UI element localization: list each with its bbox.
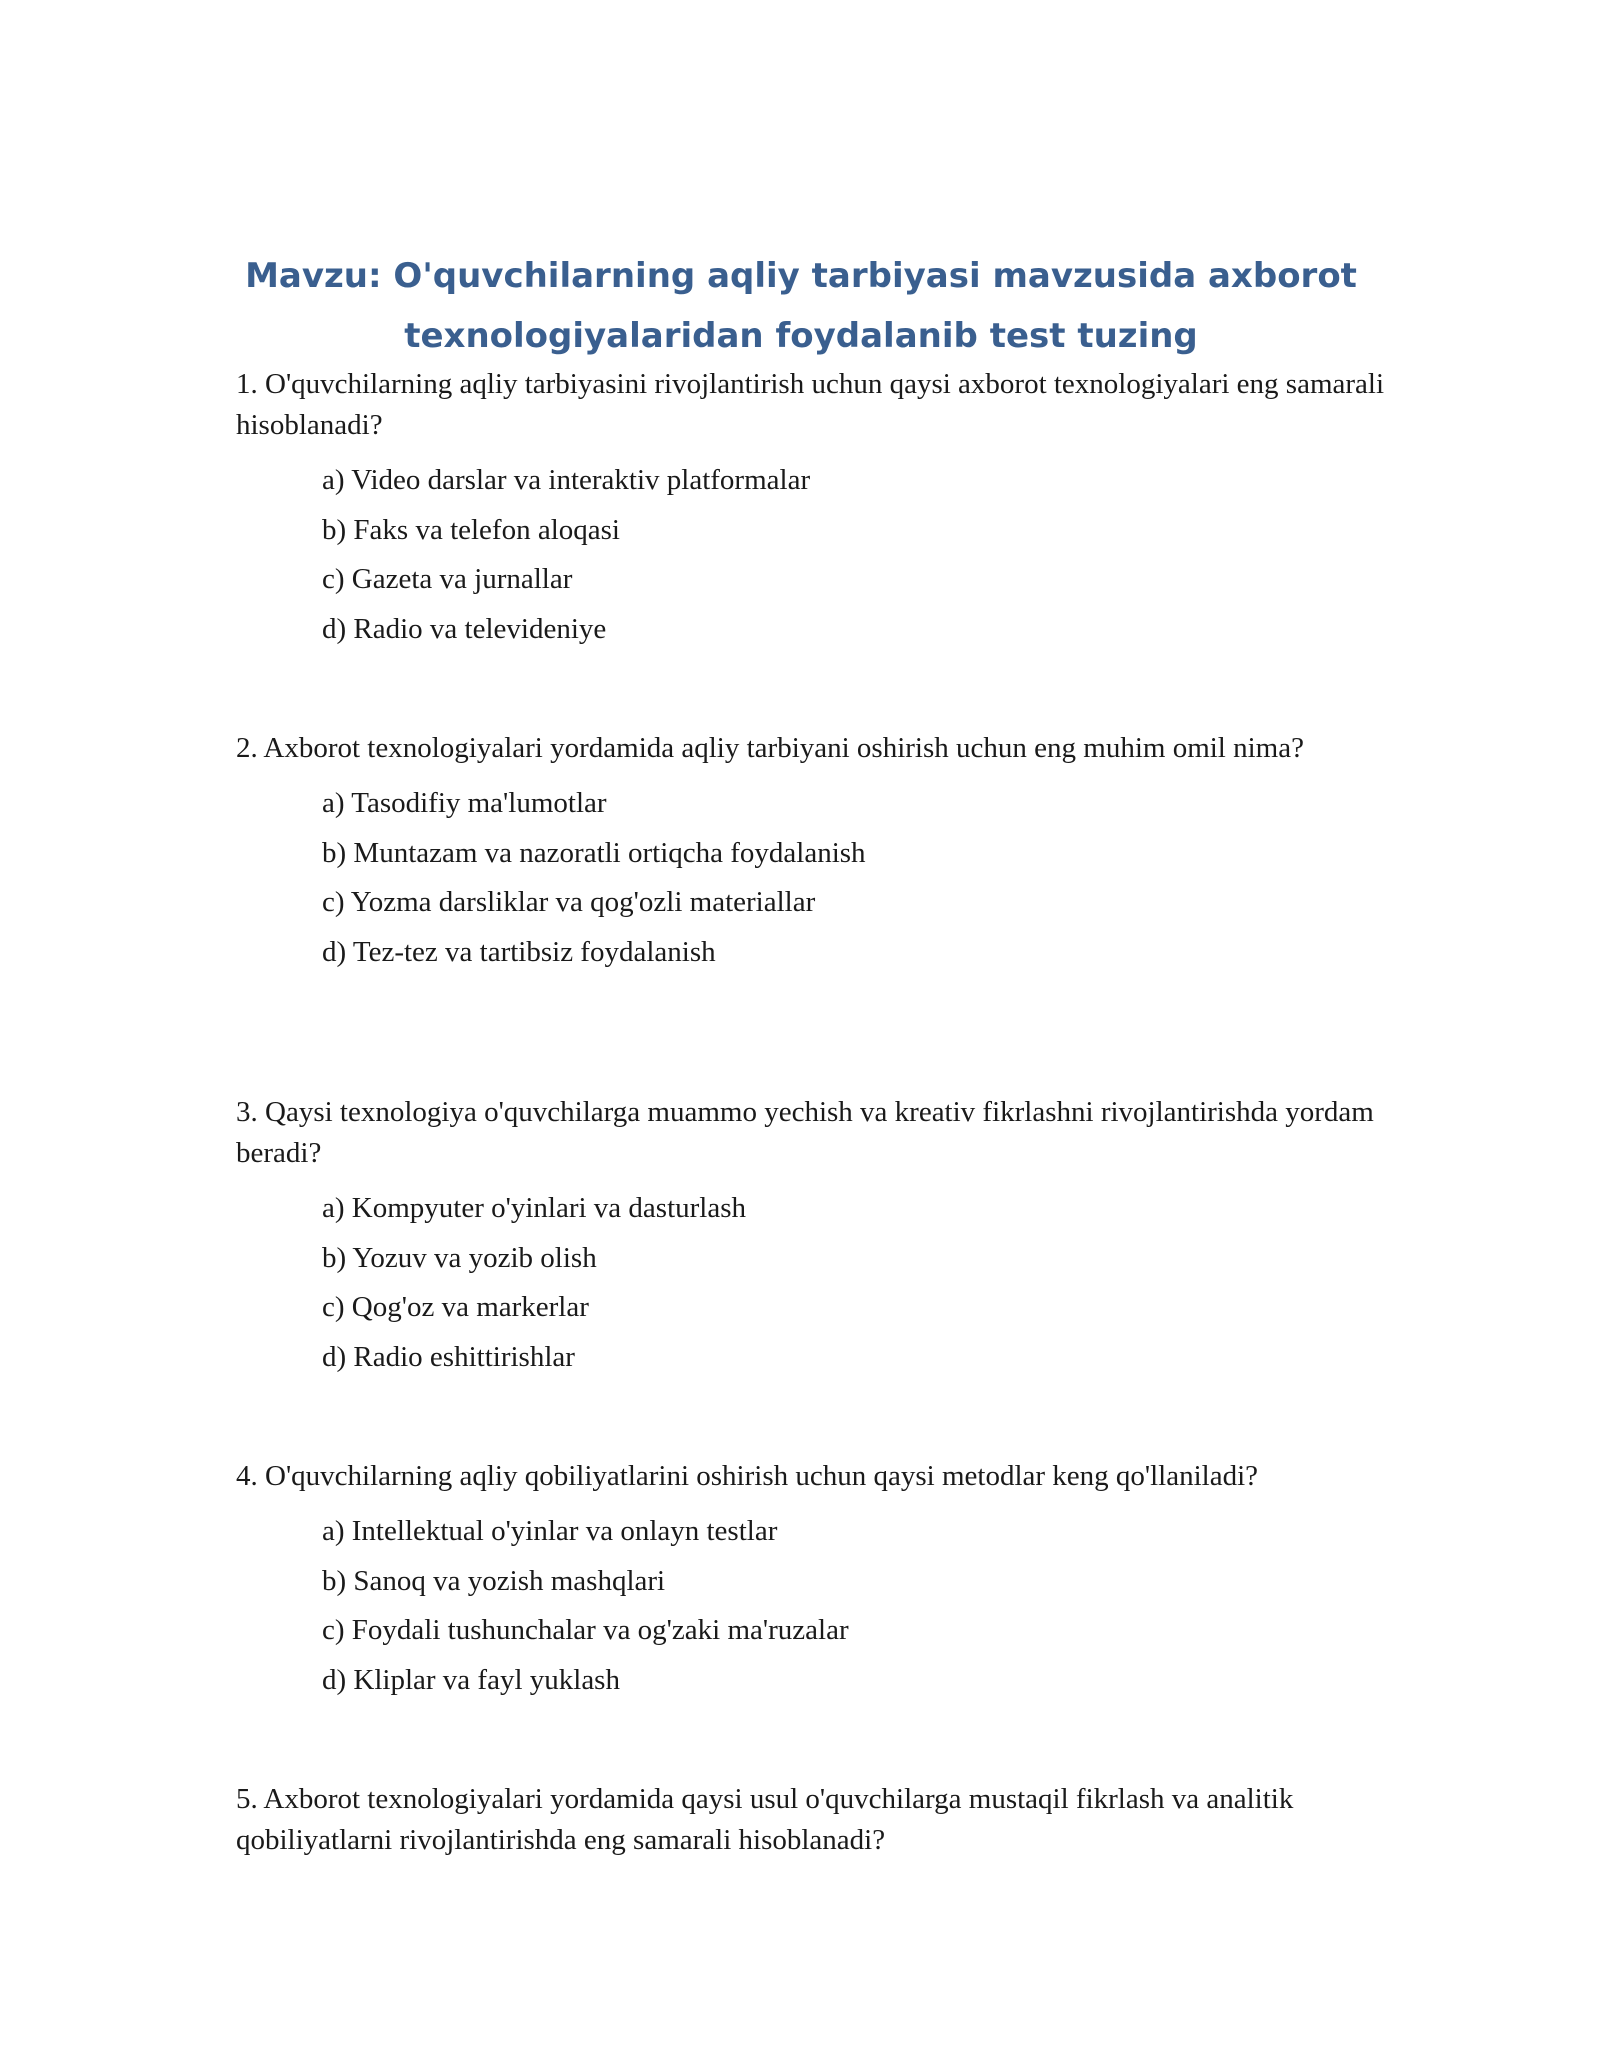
question-2-option-d: d) Tez-tez va tartibsiz foydalanish — [322, 935, 716, 968]
question-2-option-c: c) Yozma darsliklar va qog'ozli materiallar — [322, 886, 816, 918]
question-3-option-d: d) Radio eshittirishlar — [322, 1340, 575, 1373]
question-5-text: 5. Axborot texnologiyalari yordamida qaysi usul o'quvchilarga mustaqil fikrlash va analitik qobiliyatlarni rivojlantirishda eng samarali hisoblanadi? — [236, 1783, 1294, 1856]
question-2-option-a: a) Tasodifiy ma'lumotlar — [322, 787, 607, 819]
question-3-option-a: a) Kompyuter o'yinlari va dasturlash — [322, 1192, 746, 1224]
question-2-text: 2. Axborot texnologiyalari yordamida aqliy tarbiyani oshirish uchun eng muhim omil nima? — [236, 732, 1304, 764]
question-1 — [236, 364, 1386, 654]
question-2 — [236, 728, 1386, 977]
question-4-option-a: a) Intellektual o'yinlar va onlayn testlar — [322, 1515, 778, 1547]
question-1-option-d: d) Radio va televideniye — [322, 612, 607, 645]
question-3-options — [322, 1184, 1386, 1382]
question-1-text: 1. O'quvchilarning aqliy tarbiyasini rivojlantirish uchun qaysi axborot texnologiyalari eng samarali hisoblanadi? — [236, 368, 1385, 441]
question-3 — [236, 1092, 1386, 1382]
question-3-option-c: c) Qog'oz va markerlar — [322, 1291, 589, 1323]
question-3-option-b: b) Yozuv va yozib olish — [322, 1241, 597, 1274]
question-1-option-c: c) Gazeta va jurnallar — [322, 563, 573, 595]
question-5 — [236, 1779, 1386, 1861]
question-2-option-b: b) Muntazam va nazoratli ortiqcha foydalanish — [322, 836, 866, 869]
question-4-option-c: c) Foydali tushunchalar va og'zaki ma'ruzalar — [322, 1614, 849, 1646]
question-1-options — [322, 456, 1386, 654]
question-4-option-b: b) Sanoq va yozish mashqlari — [322, 1564, 666, 1597]
page-title-line-1: Mavzu: O'quvchilarning aqliy tarbiyasi mavzusida axborot — [245, 256, 1357, 296]
page-title-line-2: texnologiyalaridan foydalanib test tuzing — [404, 316, 1198, 356]
question-1-option-b: b) Faks va telefon aloqasi — [322, 513, 620, 546]
question-4-option-d: d) Kliplar va fayl yuklash — [322, 1663, 620, 1696]
question-3-text: 3. Qaysi texnologiya o'quvchilarga muammo yechish va kreativ fikrlashni rivojlantirishda yordam beradi? — [236, 1096, 1374, 1169]
page-title — [236, 246, 1366, 366]
question-1-option-a: a) Video darslar va interaktiv platformalar — [322, 464, 811, 496]
question-2-options — [322, 779, 1386, 977]
question-4-options — [322, 1507, 1386, 1705]
question-4 — [236, 1456, 1386, 1705]
question-4-text: 4. O'quvchilarning aqliy qobiliyatlarini oshirish uchun qaysi metodlar keng qo'llaniladi? — [236, 1460, 1259, 1492]
